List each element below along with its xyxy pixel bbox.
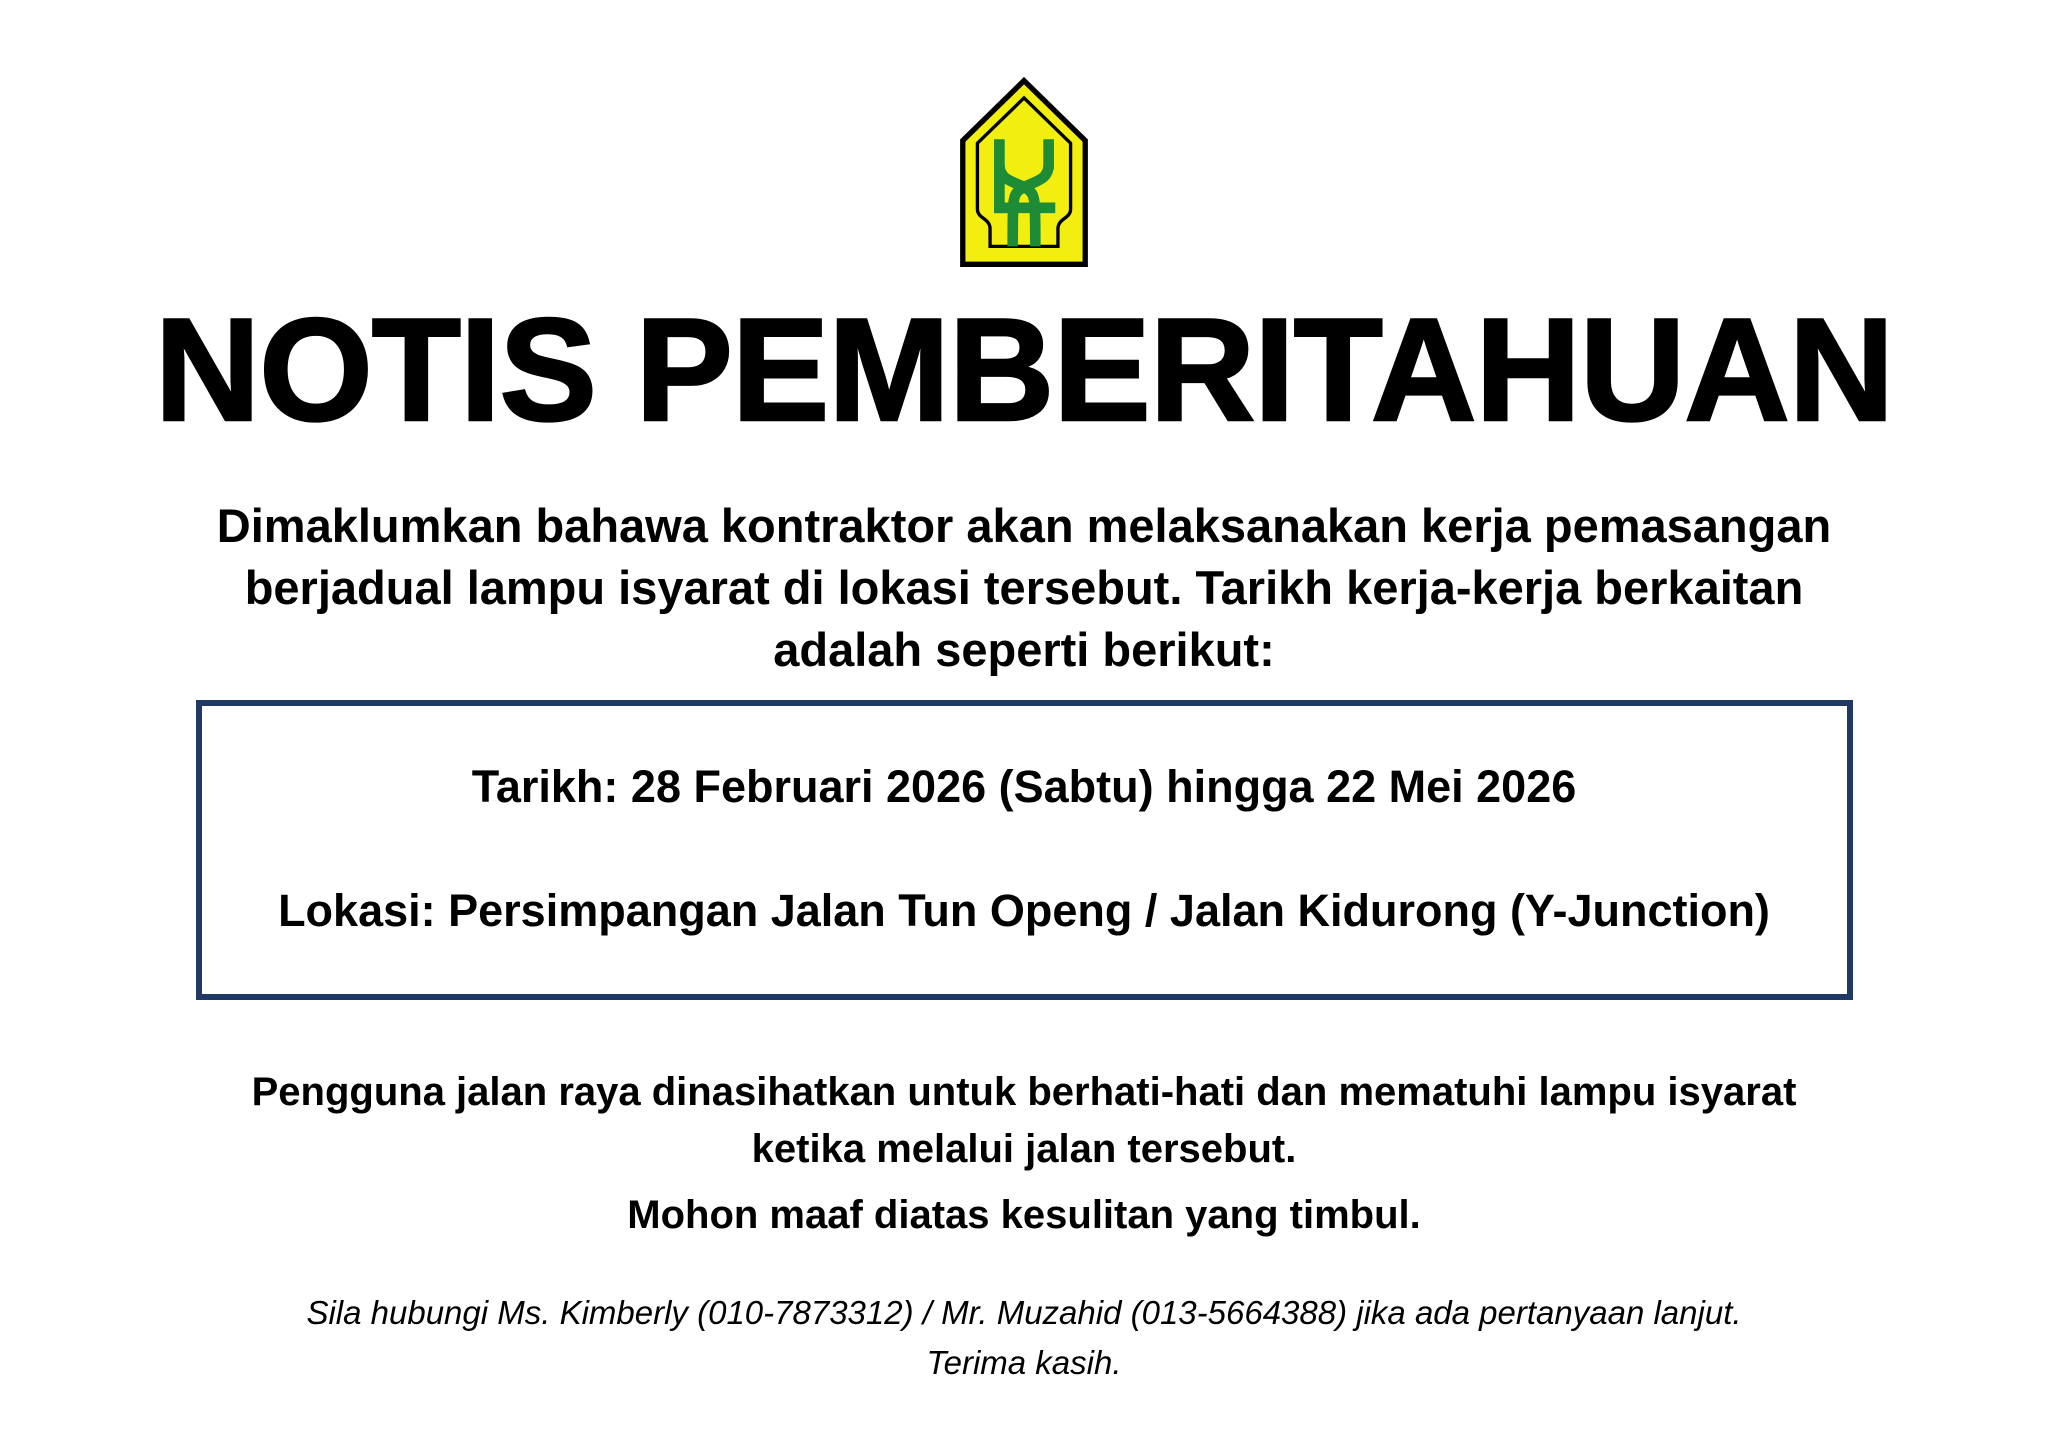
advisory-line-2: ketika melalui jalan tersebut. [751, 1127, 1297, 1171]
closing-text: Terima kasih. [926, 1344, 1122, 1381]
apology-text: Mohon maaf diatas kesulitan yang timbul. [627, 1193, 1421, 1237]
lokasi-line: Lokasi: Persimpangan Jalan Tun Openg / Jalan Kidurong (Y-Junction) [278, 885, 1770, 936]
contact-text: Sila hubungi Ms. Kimberly (010-7873312) / Mr. Muzahid (013-5664388) jika ada pertanyaan lanjut. [306, 1294, 1742, 1331]
intro-line-1: Dimaklumkan bahawa kontraktor akan melaksanakan kerja pemasangan [216, 499, 1832, 552]
intro-line-3: adalah seperti berikut: [773, 623, 1275, 676]
agency-logo [0, 0, 2048, 269]
house-logo-icon [954, 76, 1094, 269]
advisory-text [0, 1064, 2048, 1178]
intro-text [0, 495, 2048, 681]
tarikh-line: Tarikh: 28 Februari 2026 (Sabtu) hingga 22 Mei 2026 [471, 761, 1577, 812]
advisory-line-1: Pengguna jalan raya dinasihatkan untuk berhati-hati dan mematuhi lampu isyarat [251, 1070, 1797, 1114]
intro-line-2: berjadual lampu isyarat di lokasi tersebut. Tarikh kerja-kerja berkaitan [244, 561, 1804, 614]
details-box [196, 700, 1853, 1000]
contact-block [0, 1288, 2048, 1388]
notice-title: NOTIS PEMBERITAHUAN [154, 288, 1894, 451]
